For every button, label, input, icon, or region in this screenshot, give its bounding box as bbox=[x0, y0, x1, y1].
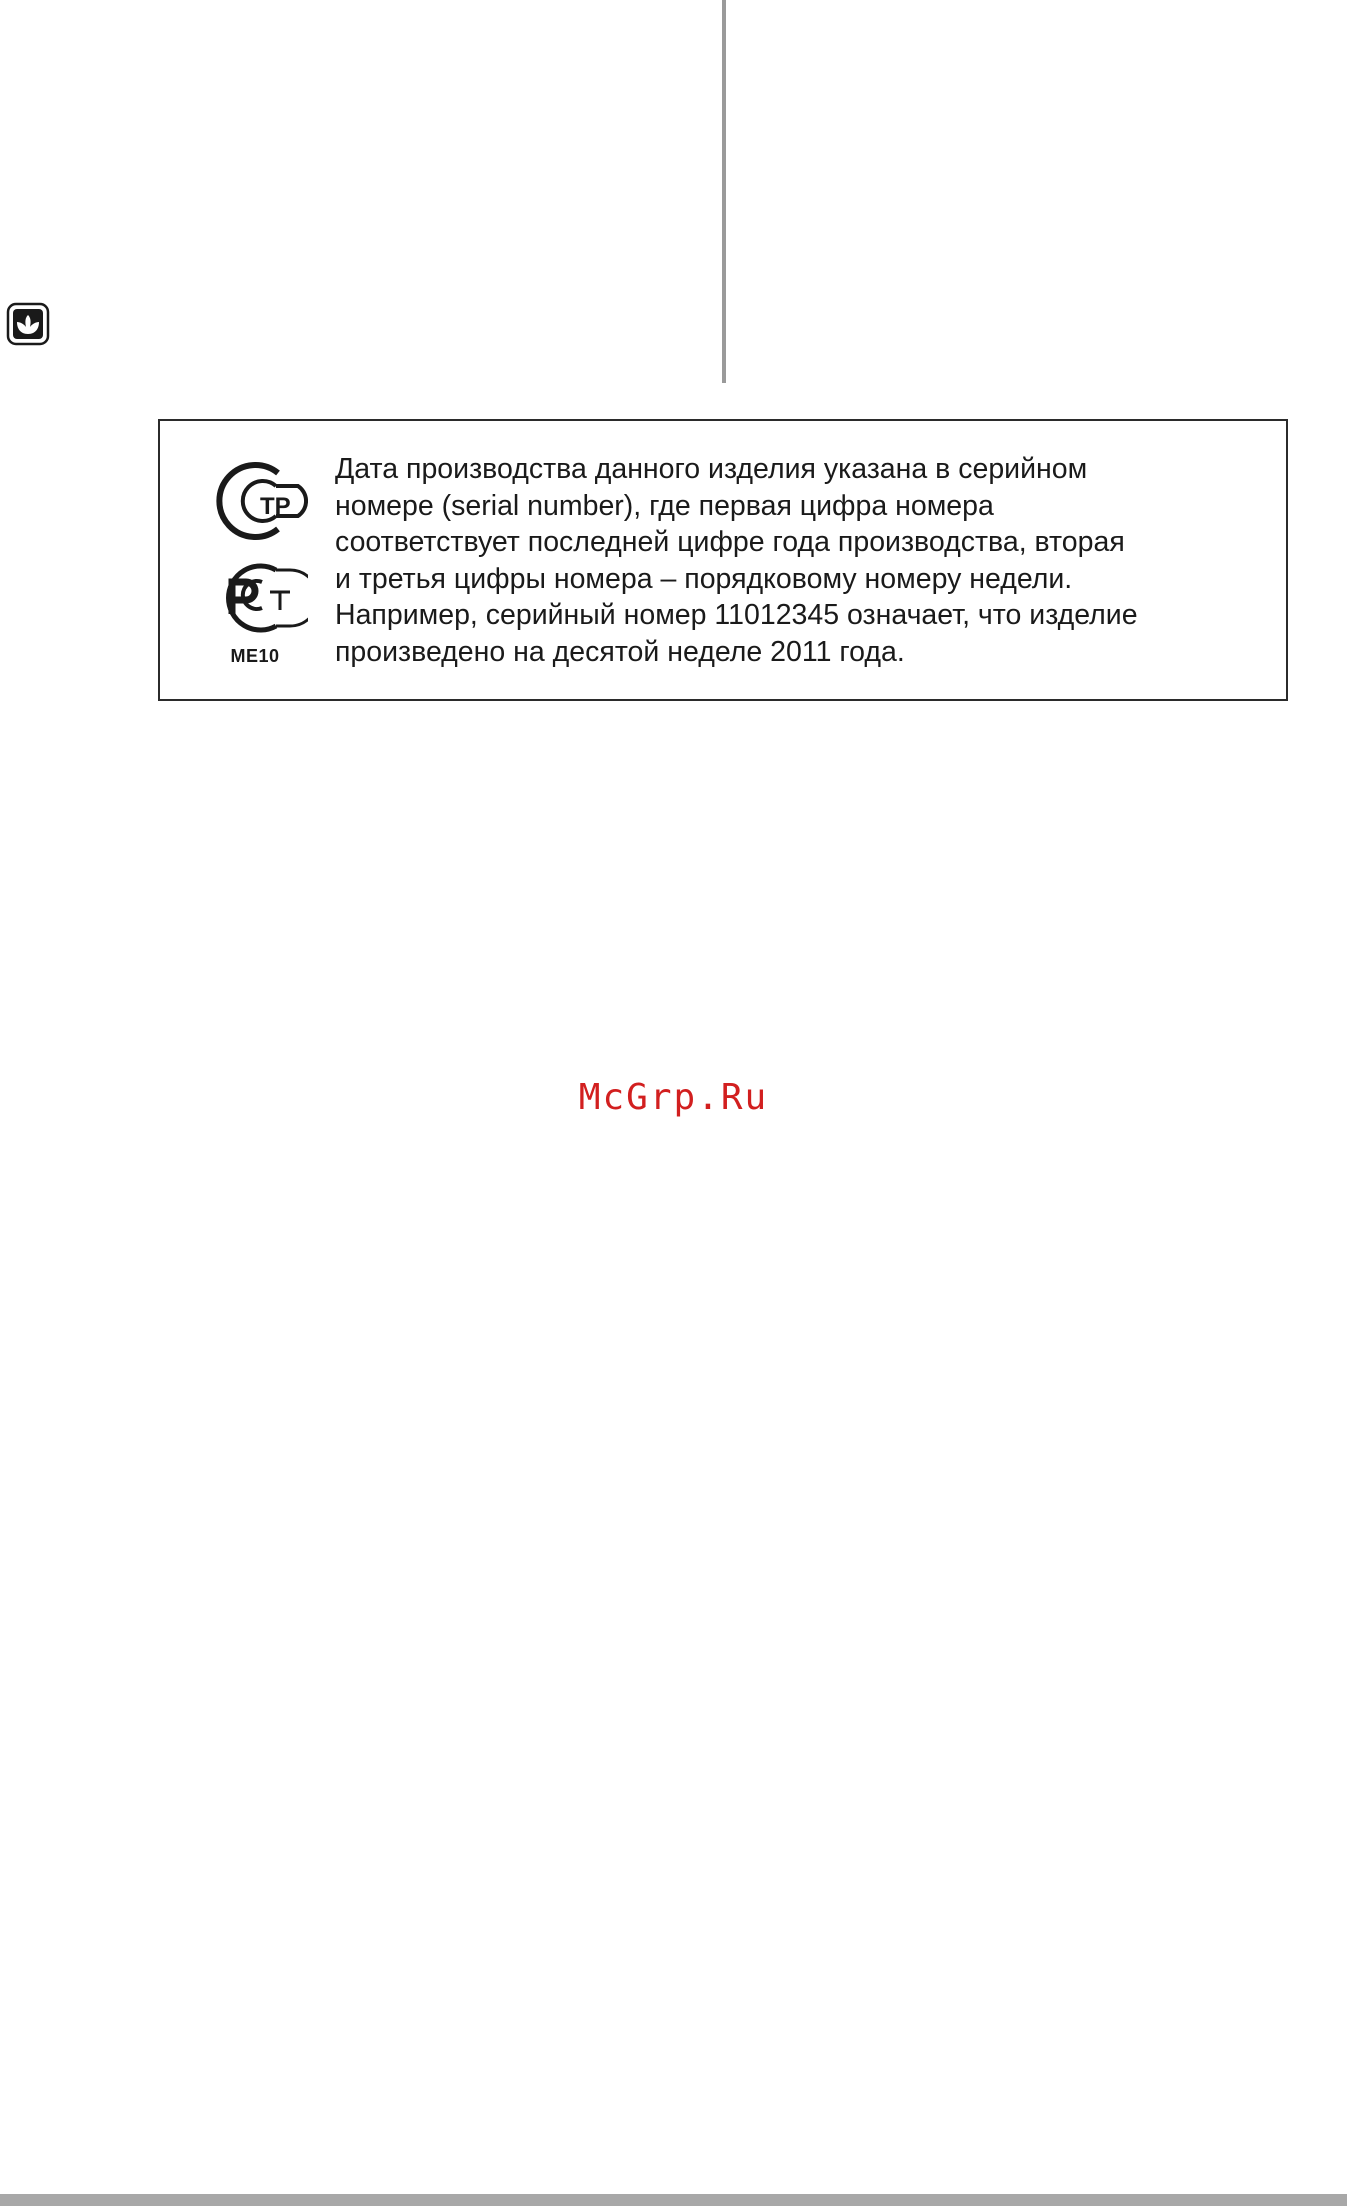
gost-tr-mark-icon bbox=[204, 456, 308, 546]
notice-line: и третья цифры номера – порядковому номеру недели. bbox=[335, 562, 1073, 595]
notice-line: Например, серийный номер 11012345 означает, что изделие bbox=[335, 599, 1138, 631]
column-divider bbox=[722, 0, 726, 383]
notice-line: номере (serial number), где первая цифра номера bbox=[335, 489, 994, 522]
page-bottom-bar bbox=[0, 2194, 1347, 2206]
pct-mark-icon bbox=[204, 558, 308, 638]
notice-line: Дата производства данного изделия указана в серийном bbox=[335, 453, 1088, 485]
watermark-text: McGrp.Ru bbox=[578, 1077, 769, 1118]
notice-line: соответствует последней цифре года производства, вторая bbox=[335, 526, 1125, 558]
certification-code: ME10 bbox=[230, 646, 280, 666]
svg-text:ТР: ТР bbox=[260, 493, 291, 520]
notice-line: произведено на десятой неделе 2011 года. bbox=[335, 635, 905, 668]
production-date-notice bbox=[158, 419, 1288, 701]
notice-text bbox=[335, 451, 1275, 670]
flower-icon bbox=[6, 302, 50, 346]
